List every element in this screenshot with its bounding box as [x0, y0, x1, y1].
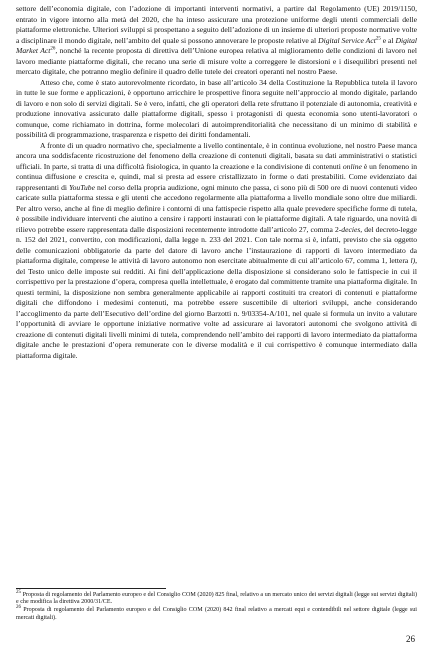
paragraph: [16, 4, 417, 78]
body-text: [16, 4, 417, 361]
italic-text: Digital Market Act: [16, 35, 417, 55]
footnote: [16, 607, 417, 622]
footnote-reference: 26: [50, 46, 56, 52]
text-run: A fronte di un quadro normativo che, specialmente a livello continentale, è in continua evoluzione, nel nostro Paese manca ancora una soddisfacente ricostruzione del fenomeno della creazione di contenuti digitali, basata su dati amministrativi o statistici ufficiali. In parte, si tratta di una difficoltà fisiologica, in quanto la creazione e la condivisione di contenuti: [16, 140, 417, 171]
footnote-reference: 25: [375, 35, 381, 41]
footnote-list: [16, 589, 417, 622]
text-run: , del Testo unico delle imposte sui redditi. Ai fini dell’applicazione della disposizione si considerano solo le fattispecie in cui il corrispettivo per la prestazione d’opera, compresa quella intellettuale, è erogato dal committente tramite una piattaforma digitale. In questi termini, la disposizione non sembra generalmente applicabile ai rapporti costituiti tra creatori di contenuti e piattaforme digitali che diffondono i medesimi contenuti, ma potrebbe essere suscettibile di ulteriori sviluppi, anche considerando l’accoglimento da parte dell’Esecutivo dell’ordine del giorno Barzotti n. 9/03354-A/101, nel quale si formula un invito a valutare l’opportunità di avviare le opportune iniziative normative volte ad assicurare ai lavoratori autonomi che svolgono attività di creazione di contenuti digitali livelli minimi di tutela, comprendendo nell’ambito dei rapporti di lavoro intermediato da piattaforma digitale anche le prestazioni d’opera remunerate con le diverse modalità e il cui corrispettivo è comunque intermediato dalla piattaforma digitale.: [16, 256, 417, 360]
footnote-text: Proposta di regolamento del Parlamento europeo e del Consiglio COM (2020) 842 final relativo a mercati equi e contendibili nel settore digitale (legge sui mercati digitali).: [16, 607, 417, 621]
footnote-marker: 26: [16, 605, 21, 611]
italic-text: l): [410, 256, 416, 265]
text-run: , del decreto-legge n. 152 del 2021, convertito, con modificazioni, dalla legge n. 233 del 2021. Con tale norma si è, infatti, previsto che sia oggetto delle comunicazioni obbligatorie da parte del datore di lavoro anche l’instaurazione di rapporti di lavoro intermediato da piattaforma digitale, comprese le attività di lavoro autonomo non esercitate abitualmente di cui all’articolo 67, comma 1, lettera: [16, 224, 417, 265]
italic-text: decies: [341, 224, 361, 234]
page-number: 26: [406, 634, 415, 644]
italic-text: YouTube: [69, 182, 95, 192]
text-run: , nonché la recente proposta di direttiva dell’Unione europea relativa al miglioramento delle condizioni di lavoro nel lavoro mediante piattaforme digitali, che recano una serie di misure volte a correggere le distorsioni e i disequilibri presenti nel mercato digitale, che potranno meglio definire il quadro delle tutele dei creatori operanti nel nostro Paese.: [16, 46, 417, 76]
italic-text: Digital Service Act: [318, 35, 376, 45]
text-run: è un fenomeno in continua diffusione e crescita e, quindi, mal si presta ad essere cristallizzato in forme o dati prestabiliti. Come evidenziato dai rappresentanti di: [16, 161, 417, 192]
paragraph: [16, 78, 417, 141]
italic-text: online: [342, 161, 362, 171]
text-run: settore dell’economia digitale, con l’adozione di importanti interventi normativi, a partire dal Regolamento (UE) 2019/1150, entrato in vigore intorno alla metà del 2020, che ha inteso assicurare una protezione uniforme degli utenti commerciali delle piattaforme elettroniche. Ulteriori sviluppi si prospettano a seguito dell’adozione di un insieme di ulteriori proposte normative volte a disciplinare il mondo digitale, nell’ambito del quale si possono annoverare le proposte relative al: [16, 4, 417, 45]
footnote-separator: [16, 588, 166, 589]
text-run: Atteso che, come è stato autorevolmente ricordato, in base all’articolo 34 della Costituzione la Repubblica tutela il lavoro in tutte le sue forme e applicazioni, è opportuno arricchire le prospettive finora seguite nell’approccio al mondo digitale, parlando di lavoro e non solo di servizi digitali. Se è vero, infatti, che gli operatori della rete sfruttano il potenziale di autonomia, creatività e produzione innovativa assicurato dalle piattaforme digitali, spesso i protagonisti di questa economia sono utenti-lavoratori o comunque, come richiamato in dottrina, forme molecolari di autoimprenditorialità che necessitano di un minimo di stabilità e possibilità di programmazione, trasparenza e rispetto dei diritti fondamentali.: [16, 77, 417, 139]
footnote-text: Proposta di regolamento del Parlamento europeo e del Consiglio COM (2020) 825 final, relativo a un mercato unico dei servizi digitali (legge sui servizi digitali) e che modifica la direttiva 2000/31/CE.: [16, 592, 417, 606]
footnotes: [16, 588, 417, 623]
text-run: e al: [380, 35, 396, 45]
footnote: [16, 589, 417, 607]
footnote-marker: 25: [16, 589, 21, 595]
text-run: nel corso della propria audizione, ogni minuto che passa, ci sono più di 500 ore di nuovi contenuti video caricate sulla piattaforma stessa e gli utenti che accedono regolarmente alla piattaforma a livello mondiale sono oltre due miliardi. Per altro verso, anche al fine di meglio definire i contorni di una fattispecie rispetto alla quale prevedere specifiche forme di tutela, è possibile individuare interventi che aiutino a censire i rapporti instaurati con le piattaforme digitali. A tale riguardo, una novità di rilievo potrebbe essere rappresentata dalle disposizioni recentemente introdotte dall’articolo 27, comma 2-: [16, 182, 418, 234]
paragraph: [16, 141, 417, 362]
